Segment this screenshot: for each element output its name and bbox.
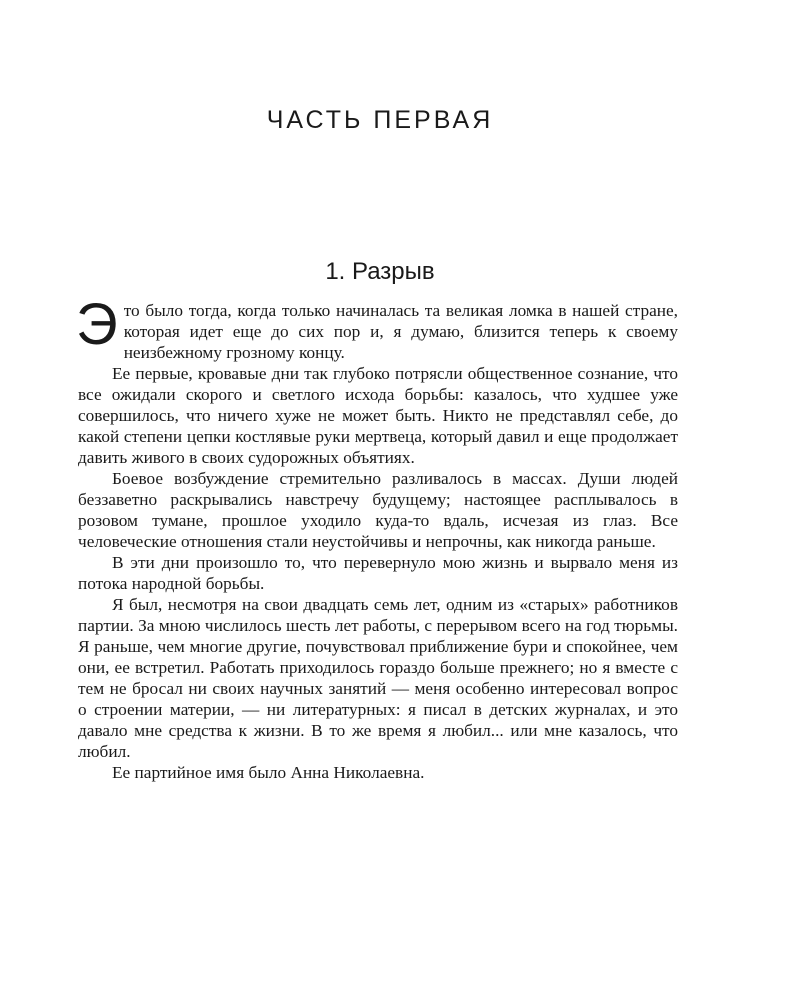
paragraph: Ее первые, кровавые дни так глубоко потрясли общественное сознание, что все ожидали скорого и светлого исхода борьбы: казалось, что худшее уже совершилось, что ничего хуже не может быть. Никто не представлял себе, до какой степени цепки костлявые руки мертвеца, который давил и еще продолжает давить живого в своих судорожных объятиях. (78, 364, 678, 467)
part-title: ЧАСТЬ ПЕРВАЯ (266, 106, 494, 134)
paragraph: Я был, несмотря на свои двадцать семь лет, одним из «старых» работников партии. За мною числилось шесть лет работы, с перерывом всего на год тюрьмы. Я раньше, чем многие другие, почувствовал приближение бури и спокойнее, чем они, ее встретил. Работать приходилось гораздо больше прежнего; но я вместе с тем не бросал ни своих научных занятий — меня особенно интересовал вопрос о строении материи, — ни литературных: я писал в детских журналах, и это давало мне средства к жизни. В то же время я любил... или мне казалось, что любил. (78, 595, 678, 761)
paragraph (76, 292, 678, 363)
paragraph: В эти дни произошло то, что перевернуло мою жизнь и вырвало меня из потока народной борьбы. (78, 553, 678, 593)
drop-cap: Э (76, 292, 118, 357)
paragraph: Боевое возбуждение стремительно разливалось в массах. Души людей беззаветно раскрывались навстречу будущему; настоящее расплывалось в розовом тумане, прошлое уходило куда-то вдаль, исчезая из глаз. Все человеческие отношения стали неустойчивы и непрочны, как никогда раньше. (78, 469, 678, 551)
paragraph: Ее партийное имя было Анна Николаевна. (112, 763, 425, 782)
chapter-title: 1. Разрыв (325, 258, 435, 285)
paragraph-text: то было тогда, когда только начиналась та великая ломка в нашей стране, которая идет еще до сих пор и, я думаю, близится теперь к своему неизбежному грозному концу. (123, 301, 678, 362)
body-text (76, 292, 678, 783)
